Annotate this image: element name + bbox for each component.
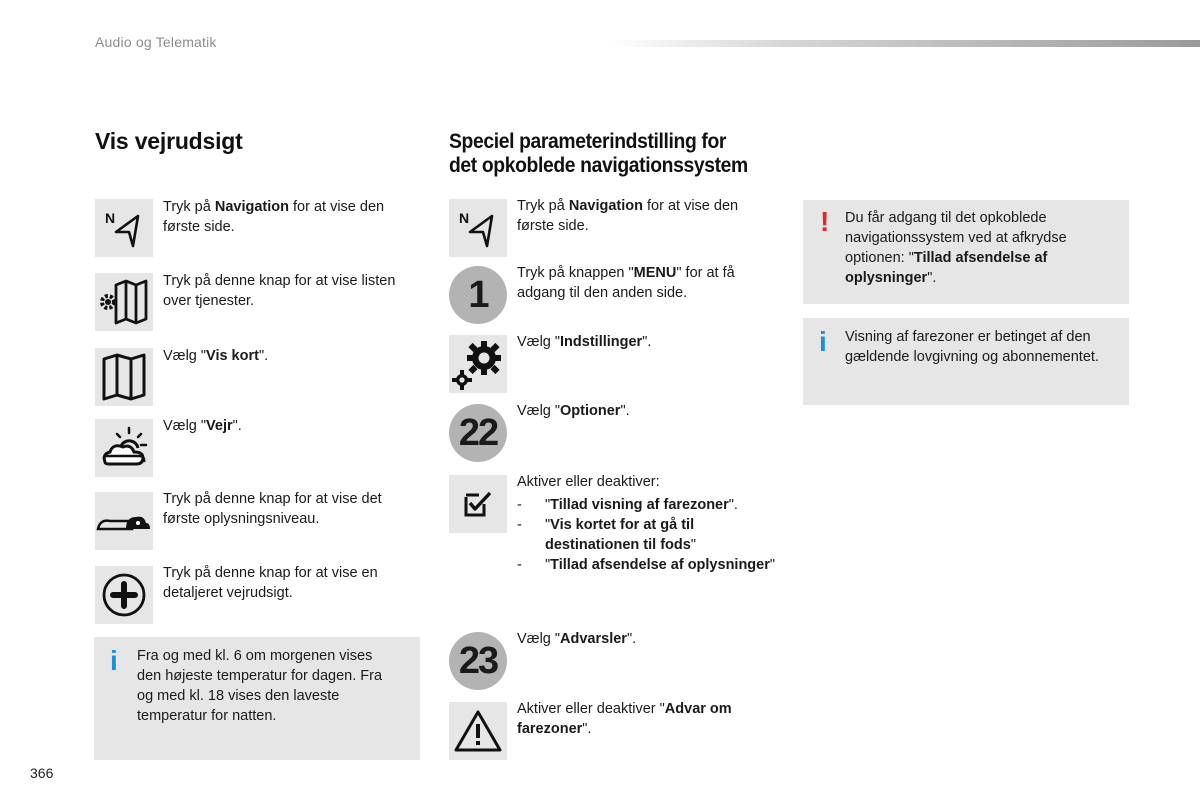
cloud-level-icon <box>95 492 153 550</box>
step-text: Tryk på Navigation for at vise den første side. <box>517 198 739 234</box>
navigation-icon <box>95 199 153 257</box>
warning-text: Du får adgang til det opkoblede navigationssystem ved at afkrydse optionen: "Tillad afsendelse af oplysninger". <box>845 210 1067 286</box>
plus-circle-icon <box>95 566 153 624</box>
section-title-weather: Vis vejrudsigt <box>95 128 243 154</box>
navigation-icon <box>449 199 507 257</box>
step-text: Tryk på Navigation for at vise den første side. <box>163 199 385 235</box>
checkbox-icon <box>449 475 507 533</box>
info-box-danger-zones <box>803 318 1129 405</box>
list-item: - "Vis kortet for at gå til destinationen til fods" <box>517 517 696 553</box>
step-text: Aktiver eller deaktiver: <box>517 474 660 490</box>
step-text: Tryk på knappen "MENU" for at få adgang til den anden side. <box>517 265 735 301</box>
step-text: Vælg "Optioner". <box>517 403 630 419</box>
info-box-temperature <box>94 637 420 760</box>
step-text: Tryk på denne knap for at vise listen over tjenester. <box>163 273 396 309</box>
header-rule <box>608 40 1200 47</box>
step-text: Vælg "Vis kort". <box>163 348 269 364</box>
step-text: Vælg "Advarsler". <box>517 631 637 647</box>
info-icon: i <box>819 326 827 357</box>
warning-icon: ! <box>820 206 830 237</box>
info-text: Fra og med kl. 6 om morgenen vises den højeste temperatur for dagen. Fra og med kl. 18 vises den laveste temperatur for natten. <box>137 648 383 724</box>
step-text: Vælg "Indstillinger". <box>517 334 652 350</box>
info-icon: i <box>110 645 118 676</box>
list-item: - "Tillad afsendelse af oplysninger" <box>517 557 776 573</box>
warning-triangle-icon <box>449 702 507 760</box>
section-title-navigation-settings: Speciel parameterindstilling for det opkoblede navigationssystem <box>449 130 748 177</box>
options-list <box>517 495 777 575</box>
step-text: Tryk på denne knap for at vise en detaljeret vejrudsigt. <box>163 565 378 601</box>
page-number: 366 <box>30 765 54 781</box>
step-text: Tryk på denne knap for at vise det første oplysningsniveau. <box>163 491 382 527</box>
warning-box-connected-navigation <box>803 200 1129 304</box>
svg-text:N: N <box>105 210 116 226</box>
weather-icon <box>95 419 153 477</box>
step-number-badge: 22 <box>449 404 507 462</box>
svg-text:N: N <box>459 210 470 226</box>
services-map-gear-icon <box>95 273 153 331</box>
step-text: Aktiver eller deaktiver "Advar om farezoner". <box>517 701 732 737</box>
section-header: Audio og Telematik <box>95 34 217 50</box>
step-number-badge: 1 <box>449 266 507 324</box>
info-text: Visning af farezoner er betinget af den gældende lovgivning og abonnementet. <box>845 329 1099 365</box>
map-icon <box>95 348 153 406</box>
settings-gears-icon <box>449 335 507 393</box>
step-text: Vælg "Vejr". <box>163 418 242 434</box>
list-item: - "Tillad visning af farezoner". <box>517 497 738 513</box>
step-number-badge: 23 <box>449 632 507 690</box>
